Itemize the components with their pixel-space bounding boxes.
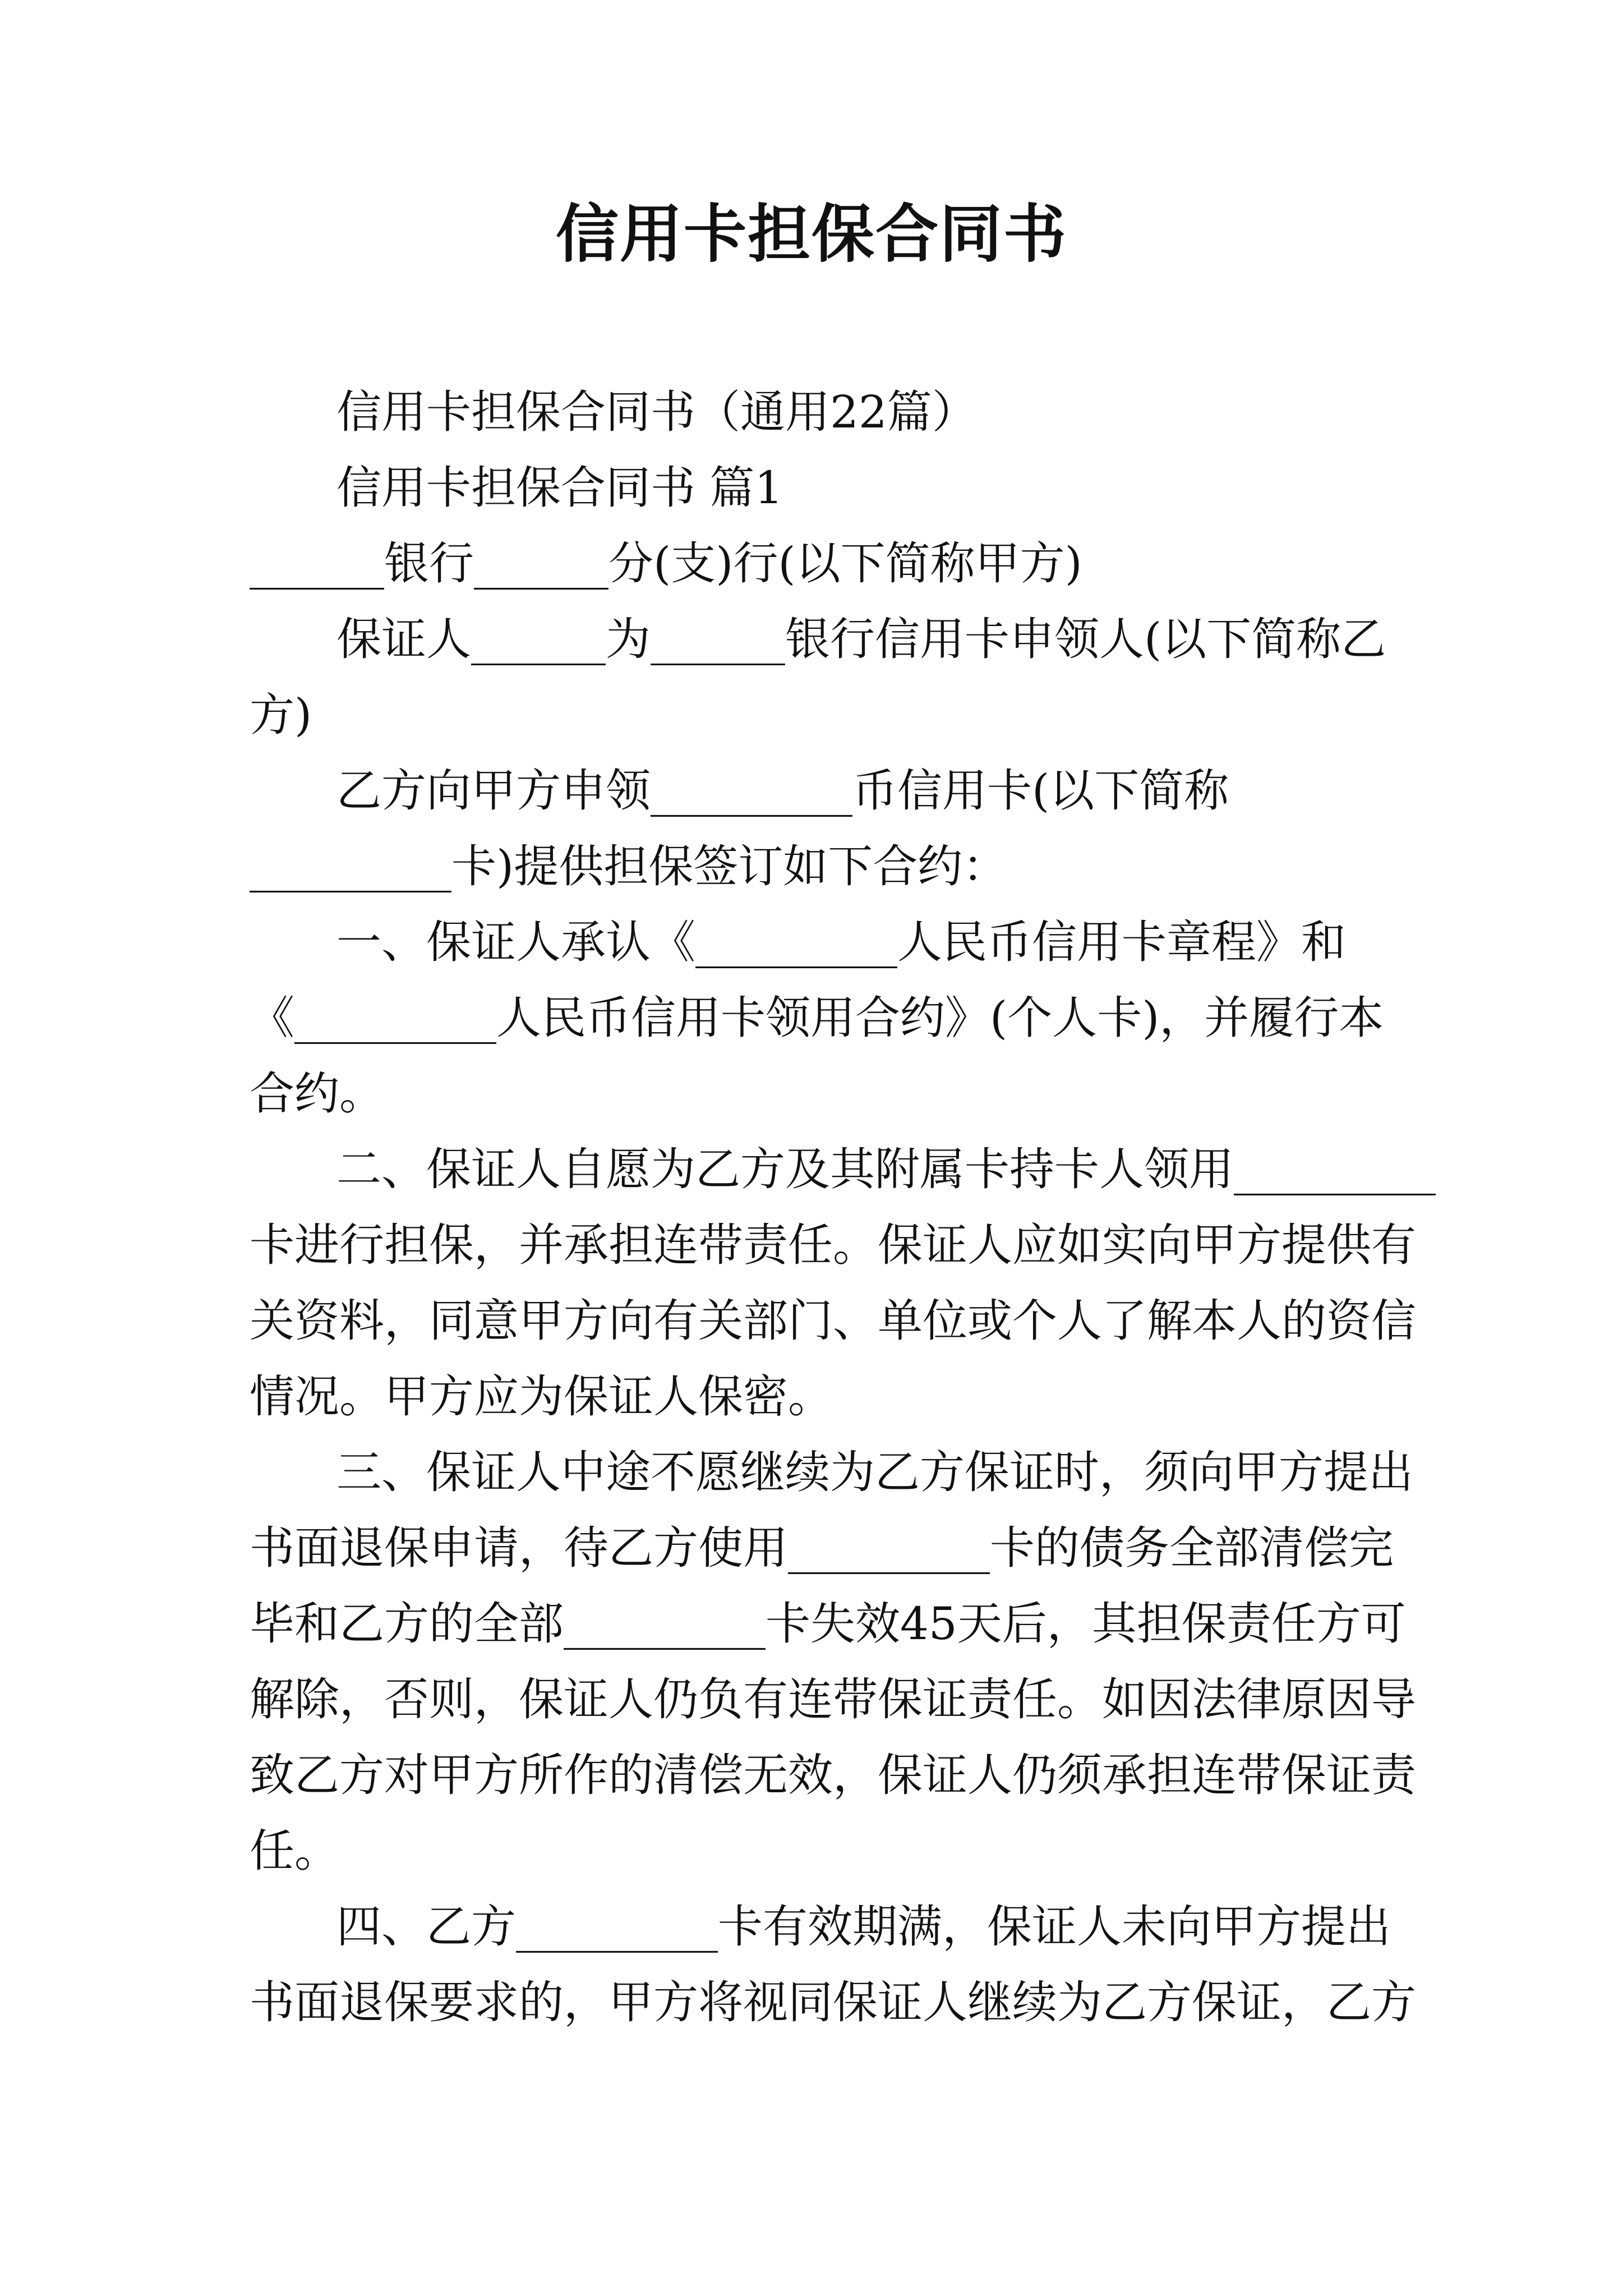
document-title: 信用卡担保合同书: [556, 197, 1067, 271]
paragraph-line: 毕和乙方的全部_________卡失效45天后，其担保责任方可: [250, 1598, 1406, 1650]
paragraph-line: 书面退保要求的，甲方将视同保证人继续为乙方保证，乙方: [250, 1976, 1416, 2028]
paragraph-line: ______银行______分(支)行(以下简称甲方): [250, 537, 1082, 590]
paragraph-line: 合约。: [250, 1068, 384, 1120]
paragraph-line: 解除，否则，保证人仍负有连带保证责任。如因法律原因导: [250, 1673, 1416, 1726]
section-heading: 信用卡担保合同书 篇1: [336, 462, 783, 514]
paragraph-line: 四、乙方_________卡有效期满，保证人未向甲方提出: [336, 1901, 1391, 1953]
paragraph-line: 情况。甲方应为保证人保密。: [250, 1370, 833, 1423]
paragraph-line: 一、保证人承认《_________人民币信用卡章程》和: [336, 916, 1346, 968]
paragraph-line: 任。: [250, 1825, 339, 1877]
paragraph-line: 致乙方对甲方所作的清偿无效，保证人仍须承担连带保证责: [250, 1749, 1416, 1801]
paragraph-line: 方): [250, 689, 312, 741]
paragraph-line: 二、保证人自愿为乙方及其附属卡持卡人领用_________: [336, 1143, 1436, 1195]
paragraph-line: 保证人______为______银行信用卡申领人(以下简称乙: [336, 613, 1386, 665]
paragraph-line: 书面退保申请，待乙方使用_________卡的债务全部清偿完: [250, 1522, 1394, 1574]
paragraph-line: 《_________人民币信用卡领用合约》(个人卡)，并履行本: [250, 992, 1384, 1044]
paragraph-line: 三、保证人中途不愿继续为乙方保证时，须向甲方提出: [336, 1446, 1413, 1498]
subtitle-line: 信用卡担保合同书（通用22篇）: [336, 386, 977, 438]
paragraph-line: 乙方向甲方申领_________币信用卡(以下简称: [336, 765, 1229, 817]
paragraph-line: _________卡)提供担保签订如下合约：: [250, 840, 1008, 892]
paragraph-line: 关资料，同意甲方向有关部门、单位或个人了解本人的资信: [250, 1295, 1416, 1347]
paragraph-line: 卡进行担保，并承担连带责任。保证人应如实向甲方提供有: [250, 1219, 1416, 1271]
